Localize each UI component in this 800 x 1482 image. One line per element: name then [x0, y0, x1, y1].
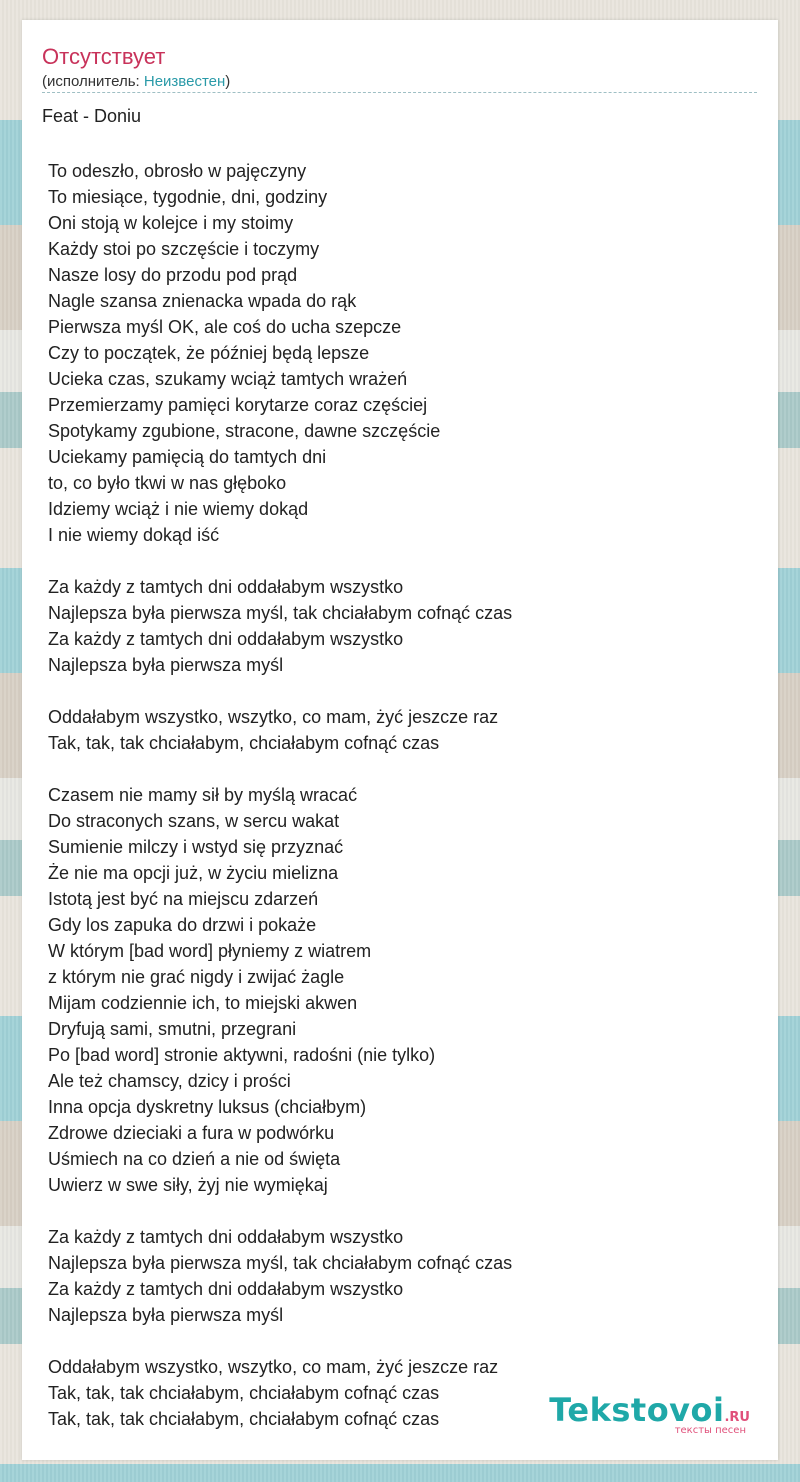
lyric-line: Do straconych szans, w sercu wakat	[48, 811, 340, 831]
lyric-line: Inna opcja dyskretny luksus (chciałbym)	[48, 1097, 367, 1117]
lyric-line: Istotą jest być na miejscu zdarzeń	[48, 889, 319, 909]
lyric-line: Najlepsza była pierwsza myśl, tak chciałabym cofnąć czas	[48, 1253, 513, 1273]
lyric-line: Oddałabym wszystko, wszytko, co mam, żyć jeszcze raz	[48, 1357, 499, 1377]
lyric-line: Oni stoją w kolejce i my stoimy	[48, 213, 294, 233]
lyric-line: Najlepsza była pierwsza myśl	[48, 655, 284, 675]
lyrics-stanza	[48, 704, 688, 756]
lyric-line: Nagle szansa znienacka wpada do rąk	[48, 291, 357, 311]
artist-prefix: (исполнитель:	[42, 73, 144, 90]
lyric-line: Ucieka czas, szukamy wciąż tamtych wrażeń	[48, 369, 408, 389]
lyric-line: Najlepsza była pierwsza myśl, tak chciałabym cofnąć czas	[48, 603, 513, 623]
feat-line: Feat - Doniu	[42, 106, 142, 126]
lyrics-stanza	[48, 1224, 688, 1328]
lyric-line: Za każdy z tamtych dni oddałabym wszystko	[48, 1227, 404, 1247]
logo-name: Tekstovoi	[549, 1391, 725, 1429]
lyric-line: I nie wiemy dokąd iść	[48, 525, 220, 545]
lyric-line: Uciekamy pamięcią do tamtych dni	[48, 447, 327, 467]
lyrics-stanza	[48, 782, 688, 1198]
song-title: Отсутствует	[42, 44, 166, 69]
lyric-line: Pierwsza myśl OK, ale coś do ucha szepcze	[48, 317, 402, 337]
lyric-line: Idziemy wciąż i nie wiemy dokąd	[48, 499, 309, 519]
lyric-line: To miesiące, tygodnie, dni, godziny	[48, 187, 328, 207]
lyrics-stanza	[48, 574, 688, 678]
lyric-line: Po [bad word] stronie aktywni, radośni (nie tylko)	[48, 1045, 436, 1065]
logo-tagline: тексты песен	[674, 1425, 746, 1436]
lyric-line: to, co było tkwi w nas głęboko	[48, 473, 287, 493]
lyric-line: Za każdy z tamtych dni oddałabym wszystko	[48, 629, 404, 649]
artist-suffix: )	[225, 73, 231, 90]
lyric-line: W którym [bad word] płyniemy z wiatrem	[48, 941, 372, 961]
artist-link[interactable]: Неизвестен	[143, 73, 226, 90]
lyric-line: Tak, tak, tak chciałabym, chciałabym cofnąć czas	[48, 733, 440, 753]
lyric-line: Czy to początek, że później będą lepsze	[48, 343, 370, 363]
title-divider	[42, 92, 757, 93]
lyric-line: Mijam codziennie ich, to miejski akwen	[48, 993, 358, 1013]
lyric-line: Spotykamy zgubione, stracone, dawne szczęście	[48, 421, 441, 441]
lyric-line: Dryfują sami, smutni, przegrani	[48, 1019, 297, 1039]
logo-tld: .RU	[724, 1410, 750, 1425]
lyric-line: Za każdy z tamtych dni oddałabym wszystko	[48, 577, 404, 597]
lyric-line: Oddałabym wszystko, wszytko, co mam, żyć jeszcze raz	[48, 707, 499, 727]
lyric-line: Zdrowe dzieciaki a fura w podwórku	[48, 1123, 335, 1143]
lyrics-card	[22, 20, 778, 1460]
lyric-line: Za każdy z tamtych dni oddałabym wszystko	[48, 1279, 404, 1299]
site-logo[interactable]	[549, 1391, 750, 1436]
lyric-line: Nasze losy do przodu pod prąd	[48, 265, 298, 285]
lyric-line: Ale też chamscy, dzicy i prości	[48, 1071, 291, 1091]
artist-line	[42, 73, 230, 90]
lyric-line: z którym nie grać nigdy i zwijać żagle	[48, 967, 345, 987]
lyric-line: Przemierzamy pamięci korytarze coraz częściej	[48, 395, 428, 415]
lyric-line: Sumienie milczy i wstyd się przyznać	[48, 837, 344, 857]
lyric-line: Czasem nie mamy sił by myślą wracać	[48, 785, 358, 805]
lyric-line: Każdy stoi po szczęście i toczymy	[48, 239, 320, 259]
lyric-line: Że nie ma opcji już, w życiu mielizna	[48, 863, 339, 883]
lyrics-stanza	[48, 158, 688, 548]
lyric-line: Tak, tak, tak chciałabym, chciałabym cofnąć czas	[48, 1409, 440, 1429]
lyric-line: Uśmiech na co dzień a nie od święta	[48, 1149, 341, 1169]
lyric-line: Gdy los zapuka do drzwi i pokaże	[48, 915, 317, 935]
lyric-line: To odeszło, obrosło w pajęczyny	[48, 161, 307, 181]
lyric-line: Tak, tak, tak chciałabym, chciałabym cofnąć czas	[48, 1383, 440, 1403]
lyric-line: Najlepsza była pierwsza myśl	[48, 1305, 284, 1325]
lyric-line: Uwierz w swe siły, żyj nie wymiękaj	[48, 1175, 328, 1195]
lyrics-body	[48, 158, 688, 1458]
